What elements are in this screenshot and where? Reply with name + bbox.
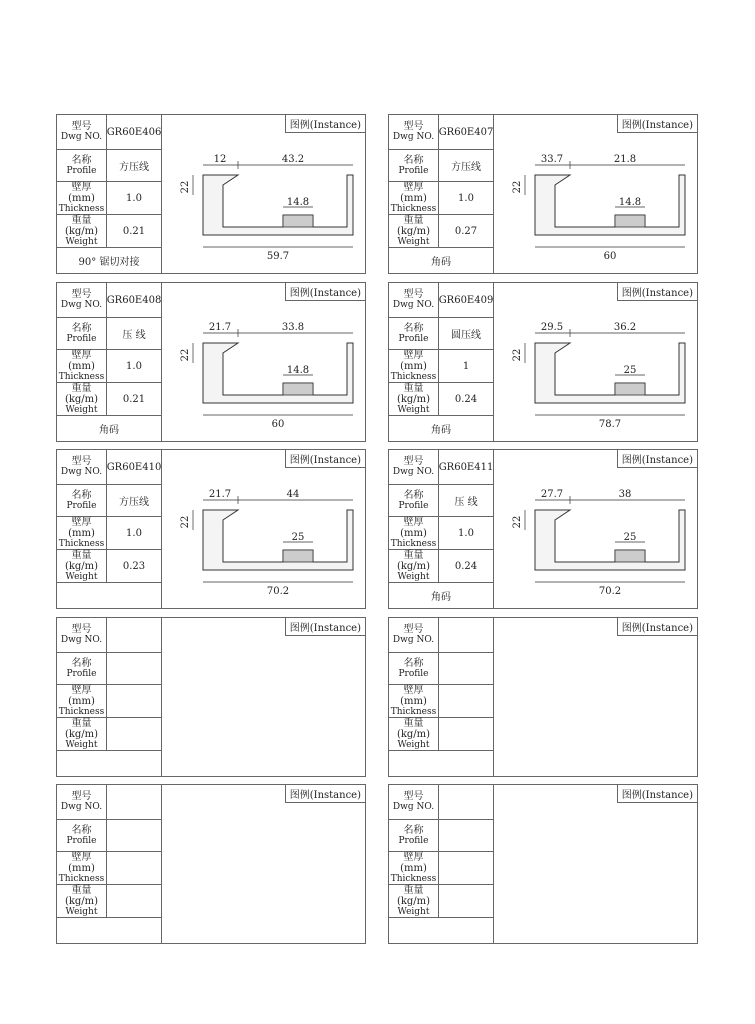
dwg-no-label-cn: 型号 — [403, 121, 424, 132]
instance-label: 图例(Instance) — [285, 450, 365, 468]
weight-label — [57, 550, 107, 583]
dwg-no-label-cn: 型号 — [71, 456, 92, 467]
drawing-area — [495, 303, 695, 437]
thickness-label — [57, 517, 107, 550]
weight-value — [107, 718, 162, 751]
thickness-label-cn: 壁厚 (mm) — [68, 684, 95, 707]
profile-name-label-en: Profile — [398, 333, 429, 344]
profile-name-label — [389, 318, 439, 350]
profile-name-value — [107, 820, 162, 852]
thickness-value: 1.0 — [107, 517, 162, 550]
instance-label: 图例(Instance) — [285, 283, 365, 301]
dwg-no-label — [57, 618, 107, 653]
weight-value — [107, 885, 162, 918]
profile-name-value — [107, 653, 162, 685]
dim-h-label: 22 — [180, 180, 191, 194]
thickness-value — [107, 852, 162, 885]
dim-w-label: 60 — [271, 419, 285, 430]
profile-outline — [535, 175, 685, 235]
dwg-no-value — [439, 785, 494, 820]
instance-label: 图例(Instance) — [285, 785, 365, 803]
profile-name-label-cn: 名称 — [71, 489, 92, 501]
weight-label-en: Weight — [65, 739, 98, 750]
weight-label — [389, 718, 439, 751]
thickness-label-en: Thickness — [390, 371, 437, 382]
thickness-label-en: Thickness — [58, 873, 105, 884]
dwg-no-value: GR60E408 — [107, 283, 162, 318]
dim-a-label: 27.7 — [540, 489, 564, 500]
gasket-shape — [615, 383, 645, 395]
thickness-label-en: Thickness — [390, 873, 437, 884]
dwg-no-label — [389, 115, 439, 150]
dwg-no-label-en: Dwg NO. — [60, 300, 103, 310]
footer-note — [57, 918, 162, 943]
profile-name-label-cn: 名称 — [71, 657, 92, 669]
profile-name-label — [389, 150, 439, 182]
thickness-label — [389, 517, 439, 550]
dwg-no-label-cn: 型号 — [71, 624, 92, 635]
thickness-label-en: Thickness — [390, 706, 437, 717]
dim-b-label: 38 — [618, 489, 632, 500]
thickness-label-cn: 壁厚 (mm) — [68, 516, 95, 539]
profile-name-value: 方压线 — [439, 150, 494, 182]
footer-note: 角码 — [389, 416, 494, 441]
dim-c-label: 14.8 — [286, 365, 310, 376]
dwg-no-label-cn: 型号 — [71, 289, 92, 300]
thickness-label — [57, 685, 107, 718]
dim-c-label: 14.8 — [618, 197, 642, 208]
dwg-no-value — [107, 785, 162, 820]
thickness-label-en: Thickness — [58, 706, 105, 717]
dwg-no-label — [57, 785, 107, 820]
thickness-label-cn: 壁厚 (mm) — [400, 349, 427, 372]
dwg-no-label-cn: 型号 — [403, 791, 424, 802]
profile-drawing — [163, 303, 363, 433]
weight-value — [439, 885, 494, 918]
profile-card — [388, 449, 698, 609]
dwg-no-label — [389, 785, 439, 820]
dim-b-label: 21.8 — [613, 154, 637, 165]
dim-a-label: 21.7 — [208, 322, 232, 333]
weight-label — [57, 383, 107, 416]
profile-name-label-en: Profile — [398, 500, 429, 511]
dim-h-label: 22 — [512, 515, 523, 529]
weight-value: 0.21 — [107, 215, 162, 248]
thickness-value: 1.0 — [107, 182, 162, 215]
profile-name-label — [57, 318, 107, 350]
profile-name-label-cn: 名称 — [403, 322, 424, 334]
drawing-area — [495, 470, 695, 604]
thickness-value: 1 — [439, 350, 494, 383]
dwg-no-label-cn: 型号 — [71, 121, 92, 132]
drawing-area — [163, 470, 363, 604]
dim-w-label: 78.7 — [598, 419, 622, 430]
thickness-label-cn: 壁厚 (mm) — [68, 349, 95, 372]
dim-w-label: 70.2 — [266, 586, 290, 597]
footer-note: 角码 — [57, 416, 162, 441]
profile-card — [56, 282, 366, 442]
dwg-no-label-en: Dwg NO. — [392, 802, 435, 812]
profile-name-label-en: Profile — [66, 668, 97, 679]
profile-name-label-cn: 名称 — [403, 489, 424, 501]
profile-card — [388, 114, 698, 274]
profile-name-label-cn: 名称 — [71, 322, 92, 334]
weight-value — [439, 718, 494, 751]
thickness-label-cn: 壁厚 (mm) — [400, 181, 427, 204]
dim-a-label: 12 — [213, 154, 227, 165]
profile-drawing — [495, 303, 695, 433]
weight-label — [57, 718, 107, 751]
weight-label-en: Weight — [65, 404, 98, 415]
weight-label-cn: 重量 (kg/m) — [396, 382, 431, 405]
dim-h-label: 22 — [512, 348, 523, 362]
dim-c-label: 25 — [291, 532, 305, 543]
instance-label: 图例(Instance) — [617, 618, 697, 636]
dwg-no-label-en: Dwg NO. — [392, 300, 435, 310]
profile-name-label — [57, 653, 107, 685]
dwg-no-label — [57, 115, 107, 150]
dim-h-label: 22 — [180, 348, 191, 362]
dim-b-label: 44 — [286, 489, 300, 500]
profile-card — [56, 784, 366, 944]
dim-c-label: 14.8 — [286, 197, 310, 208]
thickness-label-en: Thickness — [58, 203, 105, 214]
profile-name-label-en: Profile — [66, 835, 97, 846]
profile-name-label — [389, 820, 439, 852]
profile-name-label-en: Profile — [398, 668, 429, 679]
dwg-no-label-en: Dwg NO. — [60, 802, 103, 812]
dwg-no-label — [389, 283, 439, 318]
profile-name-label-en: Profile — [66, 500, 97, 511]
dwg-no-value: GR60E406 — [107, 115, 162, 150]
thickness-label-en: Thickness — [390, 203, 437, 214]
profile-name-label — [57, 150, 107, 182]
profile-card — [388, 617, 698, 777]
profile-name-label — [57, 485, 107, 517]
profile-name-value: 圆压线 — [439, 318, 494, 350]
thickness-label-cn: 壁厚 (mm) — [68, 851, 95, 874]
dim-c-label: 25 — [623, 365, 637, 376]
instance-label: 图例(Instance) — [617, 450, 697, 468]
profile-drawing — [495, 470, 695, 600]
profile-name-label-en: Profile — [66, 165, 97, 176]
weight-label — [57, 885, 107, 918]
footer-note: 90° 锯切对接 — [57, 248, 162, 273]
instance-label: 图例(Instance) — [285, 618, 365, 636]
drawing-area — [495, 135, 695, 269]
dim-b-label: 36.2 — [613, 322, 637, 333]
gasket-shape — [283, 215, 313, 227]
weight-label-en: Weight — [397, 404, 430, 415]
weight-label-cn: 重量 (kg/m) — [396, 549, 431, 572]
dim-a-label: 29.5 — [540, 322, 564, 333]
thickness-label-cn: 壁厚 (mm) — [400, 516, 427, 539]
weight-label — [389, 383, 439, 416]
dwg-no-value — [439, 618, 494, 653]
dwg-no-value: GR60E411 — [439, 450, 494, 485]
dwg-no-label-cn: 型号 — [403, 624, 424, 635]
thickness-value: 1.0 — [107, 350, 162, 383]
profile-outline — [203, 343, 353, 403]
drawing-area — [163, 135, 363, 269]
instance-label: 图例(Instance) — [617, 283, 697, 301]
profile-name-label — [57, 820, 107, 852]
dwg-no-value — [107, 618, 162, 653]
dwg-no-label-en: Dwg NO. — [60, 635, 103, 645]
weight-label-en: Weight — [65, 906, 98, 917]
dwg-no-label-cn: 型号 — [403, 289, 424, 300]
profile-name-label-cn: 名称 — [403, 824, 424, 836]
footer-note: 角码 — [389, 583, 494, 608]
dim-b-label: 43.2 — [281, 154, 305, 165]
dim-b-label: 33.8 — [281, 322, 305, 333]
footer-note: 角码 — [389, 248, 494, 273]
footer-note — [389, 918, 494, 943]
dwg-no-value: GR60E407 — [439, 115, 494, 150]
thickness-label-cn: 壁厚 (mm) — [400, 851, 427, 874]
weight-label — [389, 215, 439, 248]
weight-label — [389, 885, 439, 918]
thickness-label — [57, 852, 107, 885]
weight-label-cn: 重量 (kg/m) — [396, 717, 431, 740]
weight-value: 0.23 — [107, 550, 162, 583]
profile-name-label-cn: 名称 — [403, 154, 424, 166]
gasket-shape — [283, 383, 313, 395]
thickness-label-en: Thickness — [58, 538, 105, 549]
profile-drawing — [495, 135, 695, 265]
dim-w-label: 70.2 — [598, 586, 622, 597]
thickness-label — [57, 350, 107, 383]
thickness-label — [389, 852, 439, 885]
weight-label-en: Weight — [397, 739, 430, 750]
thickness-label-cn: 壁厚 (mm) — [68, 181, 95, 204]
weight-value: 0.27 — [439, 215, 494, 248]
thickness-label-en: Thickness — [390, 538, 437, 549]
dim-w-label: 60 — [603, 251, 617, 262]
instance-label: 图例(Instance) — [617, 785, 697, 803]
profile-name-value: 方压线 — [107, 150, 162, 182]
profile-name-value — [439, 653, 494, 685]
profile-name-label-en: Profile — [398, 165, 429, 176]
dim-a-label: 33.7 — [540, 154, 564, 165]
gasket-shape — [283, 550, 313, 562]
weight-value: 0.21 — [107, 383, 162, 416]
profile-name-label-cn: 名称 — [71, 154, 92, 166]
weight-label-en: Weight — [397, 236, 430, 247]
weight-label-en: Weight — [65, 571, 98, 582]
dwg-no-label-cn: 型号 — [71, 791, 92, 802]
thickness-label-en: Thickness — [58, 371, 105, 382]
weight-label-cn: 重量 (kg/m) — [64, 214, 99, 237]
instance-label: 图例(Instance) — [617, 115, 697, 133]
weight-label-cn: 重量 (kg/m) — [396, 214, 431, 237]
profile-outline — [535, 510, 685, 570]
thickness-label — [57, 182, 107, 215]
profile-outline — [535, 343, 685, 403]
dwg-no-label-en: Dwg NO. — [60, 467, 103, 477]
weight-label-en: Weight — [397, 906, 430, 917]
weight-label-cn: 重量 (kg/m) — [64, 717, 99, 740]
profile-name-value: 方压线 — [107, 485, 162, 517]
thickness-value: 1.0 — [439, 517, 494, 550]
profile-outline — [203, 175, 353, 235]
thickness-label-cn: 壁厚 (mm) — [400, 684, 427, 707]
weight-label-cn: 重量 (kg/m) — [64, 382, 99, 405]
profile-drawing — [163, 135, 363, 265]
profile-outline — [203, 510, 353, 570]
weight-label-en: Weight — [65, 236, 98, 247]
profile-drawing — [163, 470, 363, 600]
dwg-no-label-cn: 型号 — [403, 456, 424, 467]
profile-card — [56, 449, 366, 609]
weight-label-cn: 重量 (kg/m) — [64, 884, 99, 907]
dim-h-label: 22 — [180, 515, 191, 529]
weight-label — [389, 550, 439, 583]
weight-label — [57, 215, 107, 248]
dwg-no-label-en: Dwg NO. — [392, 132, 435, 142]
dwg-no-label-en: Dwg NO. — [60, 132, 103, 142]
dim-h-label: 22 — [512, 180, 523, 194]
footer-note — [57, 751, 162, 776]
profile-name-label-cn: 名称 — [403, 657, 424, 669]
weight-value: 0.24 — [439, 550, 494, 583]
footer-note — [57, 583, 162, 608]
drawing-area — [163, 303, 363, 437]
profile-name-label-en: Profile — [66, 333, 97, 344]
dwg-no-value: GR60E409 — [439, 283, 494, 318]
dwg-no-label — [389, 618, 439, 653]
profile-name-label-cn: 名称 — [71, 824, 92, 836]
profile-name-value — [439, 820, 494, 852]
profile-card — [56, 617, 366, 777]
profile-card — [56, 114, 366, 274]
weight-label-en: Weight — [397, 571, 430, 582]
profile-name-label-en: Profile — [398, 835, 429, 846]
thickness-value — [107, 685, 162, 718]
profile-card — [388, 282, 698, 442]
profile-name-label — [389, 485, 439, 517]
profile-name-value: 压 线 — [107, 318, 162, 350]
thickness-label — [389, 685, 439, 718]
dim-c-label: 25 — [623, 532, 637, 543]
dwg-no-label — [57, 283, 107, 318]
footer-note — [389, 751, 494, 776]
gasket-shape — [615, 215, 645, 227]
dwg-no-label — [57, 450, 107, 485]
dim-w-label: 59.7 — [266, 251, 290, 262]
thickness-label — [389, 182, 439, 215]
dwg-no-value: GR60E410 — [107, 450, 162, 485]
profile-name-value: 压 线 — [439, 485, 494, 517]
thickness-value — [439, 685, 494, 718]
thickness-label — [389, 350, 439, 383]
dwg-no-label-en: Dwg NO. — [392, 467, 435, 477]
thickness-value — [439, 852, 494, 885]
profile-name-label — [389, 653, 439, 685]
dwg-no-label — [389, 450, 439, 485]
weight-label-cn: 重量 (kg/m) — [64, 549, 99, 572]
weight-label-cn: 重量 (kg/m) — [396, 884, 431, 907]
weight-value: 0.24 — [439, 383, 494, 416]
thickness-value: 1.0 — [439, 182, 494, 215]
profile-card — [388, 784, 698, 944]
dwg-no-label-en: Dwg NO. — [392, 635, 435, 645]
instance-label: 图例(Instance) — [285, 115, 365, 133]
gasket-shape — [615, 550, 645, 562]
dim-a-label: 21.7 — [208, 489, 232, 500]
